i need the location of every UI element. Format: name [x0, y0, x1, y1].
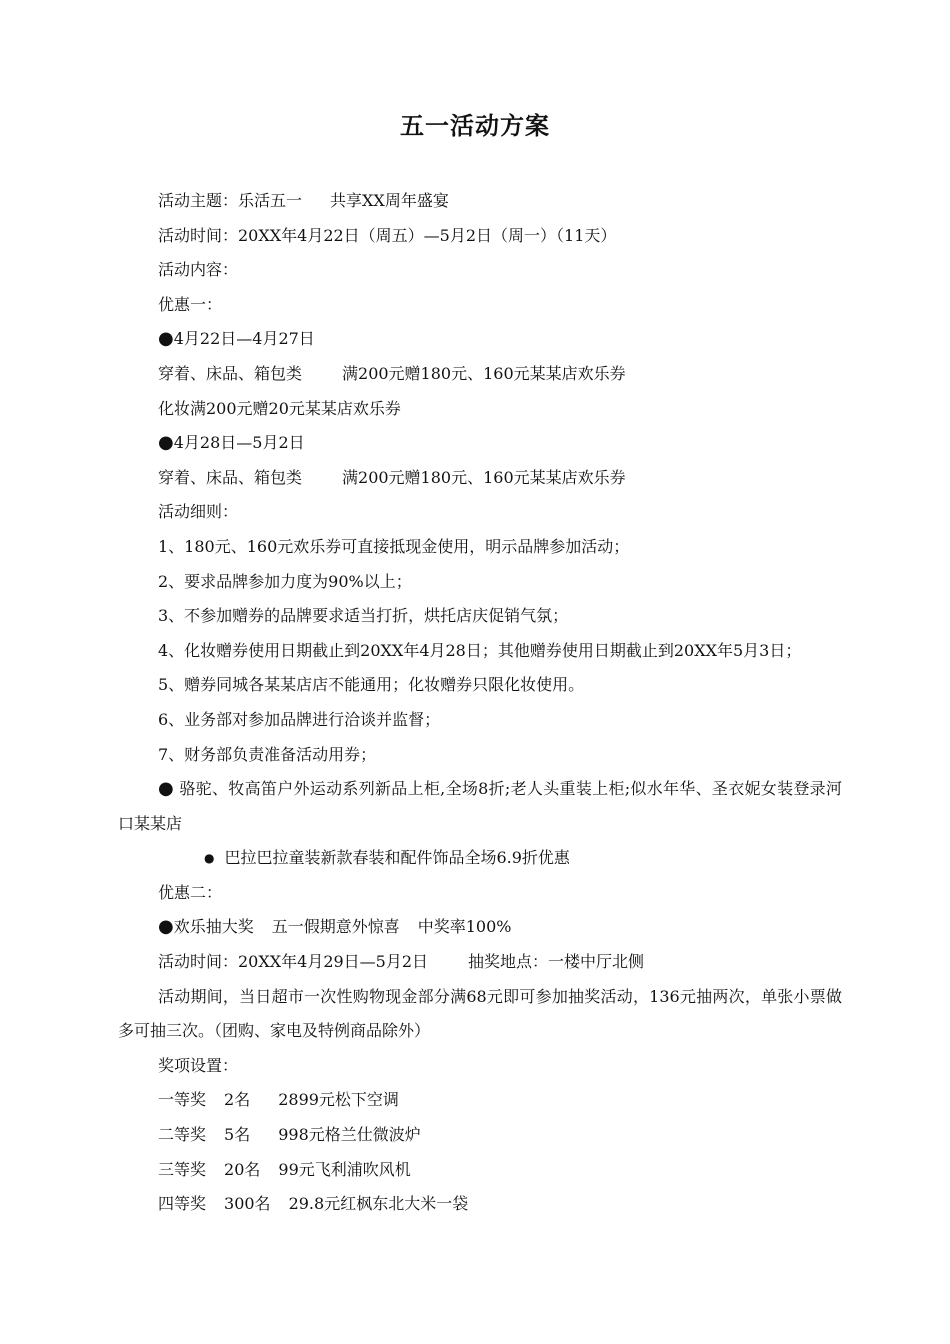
- time-line: 活动时间：20XX年4月22日（周五）—5月2日（周一）（11天）: [158, 225, 617, 245]
- rules-label: 活动细则：: [158, 502, 239, 522]
- prize-level: 三等奖: [158, 1159, 207, 1179]
- bullet-icon: ●: [158, 916, 174, 938]
- prize-count: 300名: [224, 1194, 271, 1214]
- offer2-time-text: 活动时间：20XX年4月29日—5月2日: [158, 952, 429, 972]
- headline-a: 欢乐抽大奖: [173, 917, 254, 937]
- offer1-period1-line1: [118, 357, 842, 392]
- prize-item: 2899元松下空调: [278, 1090, 399, 1110]
- rule-extra-brands: [118, 772, 842, 841]
- prize-level: 二等奖: [158, 1125, 207, 1145]
- offer2-label: 优惠二：: [158, 882, 223, 902]
- theme-line: [118, 184, 842, 219]
- rule-extra-kids: [118, 841, 842, 876]
- content-label: 活动内容：: [158, 260, 239, 280]
- rule-item: 6、业务部对参加品牌进行洽谈并监督；: [158, 709, 441, 729]
- rule-item: 7、财务部负责准备活动用券；: [158, 744, 377, 764]
- rule-item: 4、化妆赠券使用日期截止到20XX年4月28日；其他赠券使用日期截止到20XX年5月3日；: [158, 640, 802, 660]
- prize-count: 2名: [224, 1090, 251, 1110]
- bullet-icon: ●: [158, 778, 175, 800]
- offer1-period2: [118, 426, 842, 461]
- period1-category: 穿着、床品、箱包类: [158, 363, 303, 383]
- rule-item: 1、180元、160元欢乐券可直接抵现金使用，明示品牌参加活动；: [158, 536, 630, 556]
- offer2-description: 活动期间，当日超市一次性购物现金部分满68元即可参加抽奖活动，136元抽两次，单张小票做多可抽三次。（团购、家电及特例商品除外）: [118, 986, 842, 1041]
- period1-text: 4月22日—4月27日: [173, 329, 315, 349]
- rule-item: 5、赠券同城各某某店店不能通用；化妆赠券只限化妆使用。: [158, 675, 585, 695]
- prize-row: [118, 1187, 842, 1222]
- document-title: 五一活动方案: [400, 112, 550, 140]
- bullet-icon: ●: [158, 432, 174, 454]
- prizes-label: 奖项设置：: [158, 1055, 239, 1075]
- period1-deal: 满200元赠180元、160元某某店欢乐券: [342, 363, 626, 383]
- period2-text: 4月28日—5月2日: [173, 433, 305, 453]
- offer2-location: 抽奖地点：一楼中厅北侧: [468, 952, 645, 972]
- offer1-period1-line2: 化妆满200元赠20元某某店欢乐券: [158, 398, 401, 418]
- prize-level: 一等奖: [158, 1090, 207, 1110]
- bullet-icon: ●: [158, 328, 174, 350]
- headline-c: 中奖率100%: [417, 917, 512, 937]
- document-body: [118, 184, 842, 1222]
- offer2-time: [118, 945, 842, 980]
- prize-item: 29.8元红枫东北大米一袋: [288, 1194, 469, 1214]
- period2-deal: 满200元赠180元、160元某某店欢乐券: [342, 467, 626, 487]
- prize-item: 998元格兰仕微波炉: [278, 1125, 421, 1145]
- offer2-headline: [118, 910, 842, 945]
- small-bullet-icon: ●: [204, 851, 215, 866]
- theme-label: 活动主题：: [158, 191, 239, 210]
- offer1-period1: [118, 322, 842, 357]
- prize-count: 5名: [224, 1125, 251, 1145]
- prize-level: 四等奖: [158, 1194, 207, 1214]
- rule-extra-brands-text: 骆驼、牧高笛户外运动系列新品上柜,全场8折;老人头重装上柜;似水年华、圣衣妮女装登录河口某某店: [118, 779, 842, 833]
- theme-part1: 乐活五一: [238, 191, 303, 210]
- period2-category: 穿着、床品、箱包类: [158, 467, 303, 487]
- prize-row: [118, 1118, 842, 1153]
- theme-part2: 共享XX周年盛宴: [330, 191, 449, 210]
- rule-item: 2、要求品牌参加力度为90%以上；: [158, 571, 412, 591]
- headline-b: 五一假期意外惊喜: [271, 917, 400, 937]
- rule-item: 3、不参加赠券的品牌要求适当打折，烘托店庆促销气氛；: [158, 606, 569, 626]
- prize-item: 99元飞利浦吹风机: [278, 1159, 411, 1179]
- offer1-label: 优惠一：: [158, 294, 223, 314]
- offer1-period2-line1: [118, 461, 842, 496]
- rule-extra-kids-text: 巴拉巴拉童装新款春装和配件饰品全场6.9折优惠: [224, 848, 570, 868]
- prize-count: 20名: [224, 1159, 261, 1179]
- prize-row: [118, 1153, 842, 1188]
- prize-row: [118, 1083, 842, 1118]
